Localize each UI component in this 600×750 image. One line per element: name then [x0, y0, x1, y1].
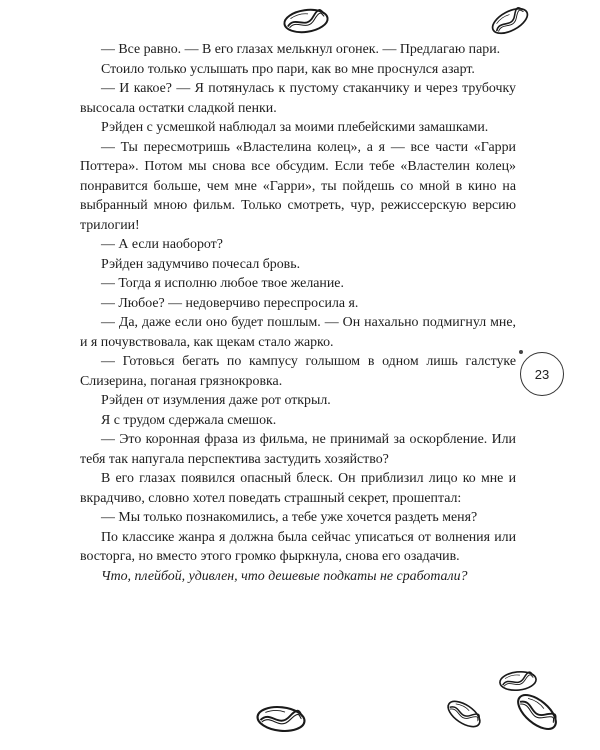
paragraph: — Это коронная фраза из фильма, не принимай за оскорбление. Или тебя так напугала перспектива застудить хозяйство?	[80, 432, 516, 467]
body-text	[80, 40, 516, 586]
page-number-dot	[519, 350, 523, 354]
paragraph: — Готовься бегать по кампусу голышом в одном лишь галстуке Слизерина, поганая грязнокровка.	[80, 354, 516, 389]
coffee-bean-icon	[253, 700, 308, 737]
paragraph: Я с трудом сдержала смешок.	[101, 412, 277, 428]
page-number	[520, 352, 564, 396]
paragraph: В его глазах появился опасный блеск. Он приблизил лицо ко мне и вкрадчиво, словно хотел поведать страшный секрет, прошептал:	[80, 471, 516, 506]
paragraph: — Мы только познакомились, а тебе уже хочется раздеть меня?	[101, 510, 478, 525]
paragraph: — Все равно. — В его глазах мелькнул огонек. — Предлагаю пари.	[101, 42, 501, 57]
paragraph: — Тогда я исполню любое твое желание.	[101, 276, 344, 291]
paragraph: — Любое? — недоверчиво переспросила я.	[101, 295, 359, 311]
paragraph: — И какое? — Я потянулась к пустому стаканчику и через трубочку высосала остатки сладкой пенки.	[80, 81, 516, 116]
paragraph: — Да, даже если оно будет пошлым. — Он нахально подмигнул мне, и я почувствовала, как щекам стало жарко.	[80, 315, 516, 350]
paragraph: — А если наоборот?	[101, 237, 223, 252]
coffee-bean-icon	[280, 1, 332, 41]
paragraph: По классике жанра я должна была сейчас уписаться от волнения или восторга, но вместо этого громко фыркнула, снова его озадачив.	[80, 529, 516, 564]
page-number-text: 23	[534, 366, 550, 382]
paragraph: Рэйден задумчиво почесал бровь.	[101, 256, 301, 272]
italic-paragraph: Что, плейбой, удивлен, что дешевые подкаты не сработали?	[101, 568, 468, 584]
coffee-bean-icon	[440, 691, 489, 737]
paragraph: Стоило только услышать про пари, как во мне проснулся азарт.	[101, 61, 475, 77]
coffee-bean-icon	[484, 0, 535, 44]
paragraph: Рэйден от изумления даже рот открыл.	[101, 393, 331, 408]
paragraph: — Ты пересмотришь «Властелина колец», а я — все части «Гарри Поттера». Потом мы снова все обсудим. Если тебе «Властелин колец» понравится больше, чем мне «Гарри», ты пойдешь со мной в кино на выбранный мною фильм. Только смотреть, чур, режиссерскую версию трилогии!	[80, 139, 516, 233]
paragraph: Рэйден с усмешкой наблюдал за моими плебейскими замашками.	[101, 120, 489, 135]
